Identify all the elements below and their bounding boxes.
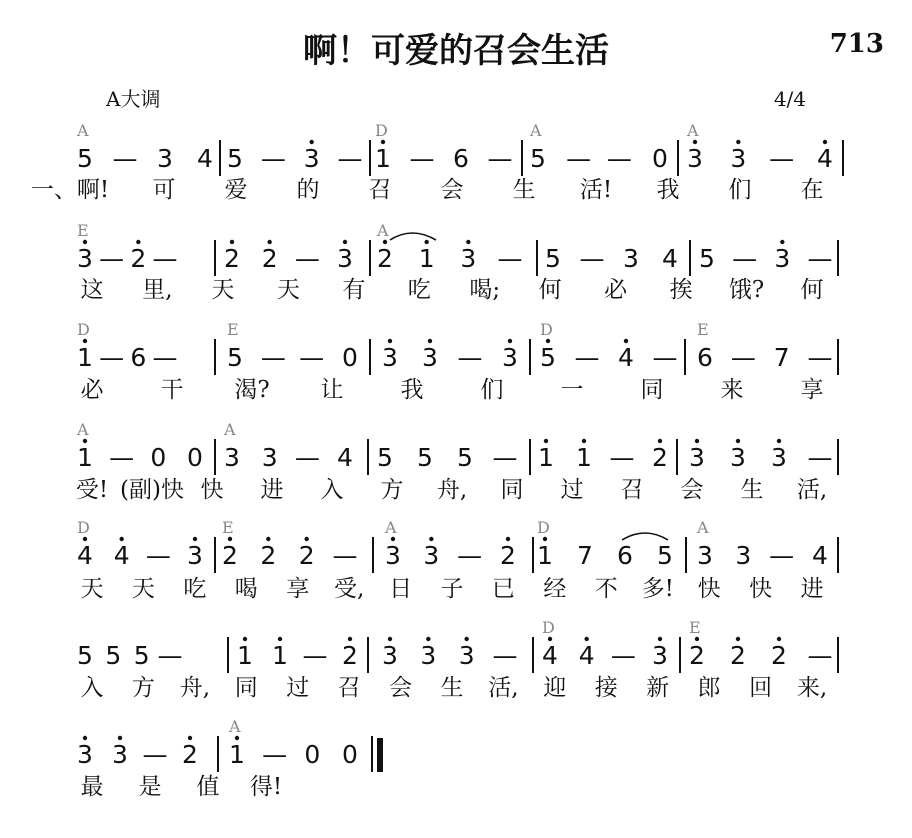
octave-dot bbox=[243, 637, 247, 641]
note-dash: — bbox=[112, 144, 138, 173]
note-dash: — bbox=[157, 641, 183, 670]
note-digit: 6 bbox=[697, 343, 713, 372]
note-digit: 2 bbox=[500, 541, 516, 570]
lyric-syllable: 值 bbox=[196, 774, 220, 800]
note-dash: — bbox=[337, 144, 363, 173]
lyric-syllable: 得! bbox=[249, 774, 283, 800]
lyric-syllable: 来 bbox=[720, 377, 744, 403]
lyric-syllable: 召 bbox=[337, 675, 361, 701]
lyric-syllable: 会 bbox=[389, 675, 413, 701]
lyric-syllable: 不 bbox=[594, 576, 618, 602]
note-dash: — bbox=[457, 541, 483, 570]
note-dash: — bbox=[652, 343, 678, 372]
note-digit: 3 bbox=[77, 244, 93, 273]
note-digit: 3 bbox=[423, 541, 440, 570]
octave-dot bbox=[428, 339, 432, 343]
hymn-number: 713 bbox=[829, 29, 884, 59]
lyric-syllable: 方 bbox=[380, 477, 404, 503]
note-digit: 1 bbox=[237, 641, 253, 670]
lyric-syllable: 喝 bbox=[234, 576, 258, 602]
chord-symbol: D bbox=[537, 518, 550, 537]
chord-symbol: A bbox=[77, 420, 89, 439]
note-dash: — bbox=[574, 343, 600, 372]
note-digit: 2 bbox=[224, 244, 240, 273]
note-digit: 5 bbox=[530, 144, 546, 173]
octave-dot bbox=[83, 439, 87, 443]
lyric-syllable: 快 bbox=[697, 576, 721, 602]
note-digit: 1 bbox=[537, 541, 553, 570]
octave-dot bbox=[83, 240, 87, 244]
note-digit: 4 bbox=[812, 541, 828, 570]
octave-dot bbox=[383, 240, 387, 244]
hymn-title: 啊！可爱的召会生活 bbox=[303, 31, 609, 71]
note-digit: 5 bbox=[699, 244, 715, 273]
chord-symbol: A bbox=[224, 420, 236, 439]
octave-dot bbox=[304, 537, 308, 541]
note-digit: 2 bbox=[130, 244, 147, 273]
chord-symbol: A bbox=[229, 717, 241, 736]
note-digit: 3 bbox=[420, 641, 437, 670]
octave-dot bbox=[658, 637, 662, 641]
lyric-syllable: 子 bbox=[440, 576, 464, 602]
note-digit: 2 bbox=[652, 443, 668, 472]
note-digit: 3 bbox=[385, 541, 401, 570]
lyric-syllable: 已 bbox=[491, 576, 515, 602]
chord-symbol: A bbox=[530, 121, 542, 140]
note-digit: 5 bbox=[105, 641, 122, 670]
octave-dot bbox=[544, 439, 548, 443]
lyric-syllable: 让 bbox=[320, 377, 344, 403]
octave-dot bbox=[693, 140, 697, 144]
note-digit: 1 bbox=[375, 144, 391, 173]
chord-symbol: A bbox=[77, 121, 89, 140]
time-signature: 4/4 bbox=[773, 87, 806, 111]
note-digit: 2 bbox=[182, 740, 198, 769]
note-digit: 3 bbox=[157, 144, 173, 173]
note-digit: 3 bbox=[224, 443, 240, 472]
note-digit: 1 bbox=[576, 443, 592, 472]
lyric-syllable: 活! bbox=[579, 177, 613, 203]
octave-dot bbox=[548, 637, 552, 641]
lyric-syllable: 迎 bbox=[543, 675, 567, 701]
note-digit: 0 bbox=[652, 144, 668, 173]
note-dash: — bbox=[579, 244, 605, 273]
octave-dot bbox=[348, 637, 352, 641]
octave-dot bbox=[230, 240, 234, 244]
note-digit: 5 bbox=[540, 343, 556, 372]
note-dash: — bbox=[610, 641, 636, 670]
octave-dot bbox=[343, 240, 347, 244]
lyric-syllable: 们 bbox=[728, 177, 752, 203]
note-digit: 3 bbox=[261, 443, 278, 472]
lyric-syllable: 是 bbox=[138, 774, 162, 800]
lyric-syllable: 召 bbox=[620, 477, 644, 503]
chord-symbol: D bbox=[540, 320, 553, 339]
octave-dot bbox=[309, 140, 313, 144]
note-dash: — bbox=[152, 244, 178, 273]
lyric-syllable: 进 bbox=[800, 576, 824, 602]
octave-dot bbox=[228, 537, 232, 541]
note-digit: 3 bbox=[77, 740, 93, 769]
lyric-syllable: 过 bbox=[286, 675, 310, 701]
lyric-syllable: 一 bbox=[560, 377, 584, 403]
note-digit: 7 bbox=[773, 343, 790, 372]
note-digit: 2 bbox=[261, 244, 278, 273]
key-signature: A大调 bbox=[106, 87, 161, 111]
chord-symbol: A bbox=[697, 518, 709, 537]
note-digit: 3 bbox=[687, 144, 703, 173]
octave-dot bbox=[695, 637, 699, 641]
note-digit: 4 bbox=[662, 244, 678, 273]
note-digit: 3 bbox=[112, 740, 128, 769]
note-dash: — bbox=[769, 541, 795, 570]
lyric-syllable: 同 bbox=[500, 477, 524, 503]
lyric-syllable: 会 bbox=[680, 477, 704, 503]
note-digit: 7 bbox=[577, 541, 593, 570]
lyric-syllable: 天 bbox=[80, 576, 104, 602]
note-digit: 6 bbox=[130, 343, 147, 372]
octave-dot bbox=[624, 339, 628, 343]
note-digit: 3 bbox=[730, 443, 746, 472]
lyric-syllable: 生 bbox=[512, 177, 536, 203]
note-dash: — bbox=[497, 244, 523, 273]
note-digit: 0 bbox=[304, 740, 321, 769]
note-digit: 5 bbox=[545, 244, 561, 273]
lyric-syllable: 最 bbox=[80, 774, 104, 800]
lyric-syllable: 郎 bbox=[697, 675, 721, 701]
lyric-syllable: 干 bbox=[160, 377, 184, 403]
octave-dot bbox=[584, 637, 588, 641]
lyric-syllable: 日 bbox=[389, 576, 413, 602]
note-dash: — bbox=[457, 343, 483, 372]
lyric-syllable: 吃 bbox=[183, 576, 207, 602]
octave-dot bbox=[543, 537, 547, 541]
lyric-syllable: 快 bbox=[749, 576, 773, 602]
chord-symbol: D bbox=[77, 518, 90, 537]
chord-symbol: A bbox=[377, 221, 389, 240]
octave-dot bbox=[429, 537, 433, 541]
note-digit: 5 bbox=[417, 443, 433, 472]
lyric-syllable: 入 bbox=[320, 477, 344, 503]
lyric-syllable: 同 bbox=[234, 675, 258, 701]
note-digit: 0 bbox=[150, 443, 167, 472]
octave-dot bbox=[83, 537, 87, 541]
lyric-syllable: 活, bbox=[488, 675, 519, 701]
octave-dot bbox=[267, 240, 271, 244]
note-digit: 3 bbox=[771, 443, 787, 472]
note-digit: 0 bbox=[342, 740, 358, 769]
octave-dot bbox=[736, 140, 740, 144]
note-dash: — bbox=[145, 541, 171, 570]
lyric-syllable: 的 bbox=[296, 177, 320, 203]
slur bbox=[390, 233, 436, 240]
note-digit: 4 bbox=[618, 343, 634, 372]
note-digit: 4 bbox=[77, 541, 93, 570]
octave-dot bbox=[424, 240, 428, 244]
note-digit: 5 bbox=[227, 144, 243, 173]
octave-dot bbox=[780, 240, 784, 244]
note-dash: — bbox=[730, 343, 756, 372]
note-dash: — bbox=[99, 244, 125, 273]
note-digit: 3 bbox=[623, 244, 639, 273]
lyric-syllable: 爱 bbox=[224, 177, 248, 203]
note-digit: 5 bbox=[657, 541, 673, 570]
note-digit: 4 bbox=[113, 541, 130, 570]
note-digit: 1 bbox=[418, 244, 435, 273]
note-dash: — bbox=[487, 144, 513, 173]
lyric-syllable: 进 bbox=[260, 477, 284, 503]
octave-dot bbox=[777, 637, 781, 641]
note-dash: — bbox=[152, 343, 178, 372]
score-body bbox=[31, 121, 843, 800]
chord-symbol: E bbox=[222, 518, 234, 537]
octave-dot bbox=[388, 339, 392, 343]
octave-dot bbox=[193, 537, 197, 541]
octave-dot bbox=[546, 339, 550, 343]
note-dash: — bbox=[142, 740, 168, 769]
note-dash: — bbox=[732, 244, 758, 273]
note-digit: 3 bbox=[460, 244, 477, 273]
octave-dot bbox=[119, 537, 123, 541]
note-digit: 2 bbox=[771, 641, 787, 670]
chord-symbol: E bbox=[227, 320, 239, 339]
note-digit: 4 bbox=[337, 443, 353, 472]
chord-symbol: A bbox=[385, 518, 397, 537]
octave-dot bbox=[695, 439, 699, 443]
lyric-syllable: 有 bbox=[342, 277, 366, 303]
note-dash: — bbox=[566, 144, 592, 173]
chord-symbol: E bbox=[77, 221, 89, 240]
note-digit: 1 bbox=[77, 443, 93, 472]
octave-dot bbox=[391, 537, 395, 541]
note-digit: 3 bbox=[774, 244, 791, 273]
note-dash: — bbox=[260, 144, 286, 173]
note-digit: 1 bbox=[272, 641, 288, 670]
octave-dot bbox=[508, 339, 512, 343]
lyric-syllable: 必 bbox=[80, 377, 104, 403]
lyric-syllable: 我 bbox=[656, 177, 680, 203]
lyric-syllable: (副)快 bbox=[120, 477, 184, 503]
note-dash: — bbox=[492, 443, 518, 472]
lyric-syllable: 喝; bbox=[469, 277, 501, 303]
lyric-syllable: 天 bbox=[211, 277, 235, 303]
lyric-syllable: 快 bbox=[200, 477, 224, 503]
note-digit: 2 bbox=[689, 641, 705, 670]
note-digit: 3 bbox=[502, 343, 518, 372]
note-dash: — bbox=[294, 443, 320, 472]
note-digit: 3 bbox=[187, 541, 203, 570]
lyric-syllable: 必 bbox=[604, 277, 628, 303]
note-dash: — bbox=[260, 343, 286, 372]
lyric-syllable: 我 bbox=[400, 377, 424, 403]
note-dash: — bbox=[807, 641, 833, 670]
lyric-syllable: 天 bbox=[131, 576, 155, 602]
note-digit: 5 bbox=[77, 641, 93, 670]
lyric-syllable: 在 bbox=[800, 177, 824, 203]
note-digit: 3 bbox=[730, 144, 747, 173]
lyric-syllable: 活, bbox=[796, 477, 828, 503]
note-dash: — bbox=[109, 443, 135, 472]
chord-symbol: E bbox=[689, 618, 701, 637]
lyric-syllable: 受! bbox=[75, 477, 109, 503]
note-digit: 5 bbox=[133, 641, 150, 670]
note-digit: 2 bbox=[222, 541, 238, 570]
octave-dot bbox=[136, 240, 140, 244]
note-digit: 1 bbox=[77, 343, 93, 372]
note-digit: 6 bbox=[617, 541, 633, 570]
lyric-syllable: 入 bbox=[80, 675, 104, 701]
lyric-syllable: 挨 bbox=[669, 277, 693, 303]
note-digit: 3 bbox=[458, 641, 475, 670]
lyric-syllable: 生 bbox=[440, 675, 464, 701]
lyric-syllable: 们 bbox=[480, 377, 504, 403]
note-digit: 2 bbox=[260, 541, 277, 570]
note-digit: 4 bbox=[817, 144, 833, 173]
note-digit: 2 bbox=[298, 541, 315, 570]
lyric-syllable: 新 bbox=[646, 675, 670, 701]
lyric-syllable: 何 bbox=[800, 277, 824, 303]
note-dash: — bbox=[294, 244, 320, 273]
lyric-syllable: 可 bbox=[152, 177, 176, 203]
octave-dot bbox=[464, 637, 468, 641]
note-digit: 2 bbox=[730, 641, 746, 670]
lyric-syllable: 生 bbox=[740, 477, 764, 503]
chord-symbol: A bbox=[687, 121, 699, 140]
note-digit: 2 bbox=[342, 641, 358, 670]
lyric-syllable: 方 bbox=[131, 675, 155, 701]
octave-dot bbox=[426, 637, 430, 641]
lyric-syllable: 来, bbox=[796, 675, 828, 701]
lyric-syllable: 同 bbox=[640, 377, 664, 403]
note-dash: — bbox=[262, 740, 288, 769]
lyric-syllable: 一、啊! bbox=[30, 177, 110, 203]
lyric-syllable: 享 bbox=[800, 377, 824, 403]
note-dash: — bbox=[807, 244, 833, 273]
octave-dot bbox=[736, 439, 740, 443]
lyric-syllable: 饿? bbox=[728, 277, 765, 303]
note-digit: 3 bbox=[382, 641, 398, 670]
note-dash: — bbox=[807, 443, 833, 472]
octave-dot bbox=[466, 240, 470, 244]
chord-symbol: D bbox=[542, 618, 555, 637]
final-bar-thick bbox=[377, 738, 383, 772]
octave-dot bbox=[188, 736, 192, 740]
note-digit: 5 bbox=[77, 144, 93, 173]
note-dash: — bbox=[609, 443, 635, 472]
note-dash: — bbox=[332, 541, 358, 570]
lyric-syllable: 过 bbox=[560, 477, 584, 503]
octave-dot bbox=[235, 736, 239, 740]
octave-dot bbox=[736, 637, 740, 641]
lyric-syllable: 召 bbox=[368, 177, 392, 203]
lyric-syllable: 多! bbox=[641, 576, 674, 602]
lyric-syllable: 回 bbox=[749, 675, 773, 701]
lyric-syllable: 舟, bbox=[179, 675, 211, 701]
note-digit: 4 bbox=[578, 641, 595, 670]
lyric-syllable: 渴? bbox=[234, 377, 270, 403]
note-digit: 5 bbox=[227, 343, 243, 372]
note-digit: 5 bbox=[457, 443, 473, 472]
note-digit: 0 bbox=[187, 443, 203, 472]
note-digit: 3 bbox=[735, 541, 752, 570]
octave-dot bbox=[658, 439, 662, 443]
lyric-syllable: 会 bbox=[440, 177, 464, 203]
note-digit: 3 bbox=[652, 641, 668, 670]
lyric-syllable: 享 bbox=[286, 576, 310, 602]
lyric-syllable: 吃 bbox=[407, 277, 431, 303]
note-dash: — bbox=[606, 144, 632, 173]
octave-dot bbox=[266, 537, 270, 541]
note-dash: — bbox=[807, 343, 833, 372]
octave-dot bbox=[278, 637, 282, 641]
chord-symbol: E bbox=[697, 320, 709, 339]
lyric-syllable: 接 bbox=[594, 675, 618, 701]
octave-dot bbox=[388, 637, 392, 641]
note-digit: 2 bbox=[377, 244, 393, 273]
octave-dot bbox=[118, 736, 122, 740]
lyric-syllable: 何 bbox=[538, 277, 562, 303]
octave-dot bbox=[823, 140, 827, 144]
note-digit: 5 bbox=[377, 443, 393, 472]
lyric-syllable: 经 bbox=[543, 576, 567, 602]
octave-dot bbox=[381, 140, 385, 144]
lyric-syllable: 天 bbox=[276, 277, 300, 303]
note-dash: — bbox=[409, 144, 435, 173]
note-digit: 3 bbox=[422, 343, 438, 372]
lyric-syllable: 舟, bbox=[436, 477, 468, 503]
note-digit: 3 bbox=[697, 541, 713, 570]
note-dash: — bbox=[99, 343, 125, 372]
note-digit: 3 bbox=[689, 443, 705, 472]
note-digit: 1 bbox=[229, 740, 245, 769]
note-digit: 3 bbox=[382, 343, 398, 372]
octave-dot bbox=[777, 439, 781, 443]
octave-dot bbox=[506, 537, 510, 541]
lyric-syllable: 这 bbox=[80, 277, 104, 303]
lyric-syllable: 受, bbox=[333, 576, 365, 602]
slur bbox=[622, 533, 668, 540]
note-digit: 3 bbox=[337, 244, 353, 273]
note-dash: — bbox=[769, 144, 795, 173]
note-dash: — bbox=[299, 343, 325, 372]
note-dash: — bbox=[302, 641, 328, 670]
octave-dot bbox=[83, 736, 87, 740]
octave-dot bbox=[582, 439, 586, 443]
chord-symbol: D bbox=[375, 121, 388, 140]
note-dash: — bbox=[492, 641, 518, 670]
note-digit: 3 bbox=[303, 144, 320, 173]
note-digit: 1 bbox=[538, 443, 554, 472]
note-digit: 4 bbox=[197, 144, 213, 173]
octave-dot bbox=[83, 339, 87, 343]
lyric-syllable: 里, bbox=[142, 277, 173, 303]
note-digit: 0 bbox=[342, 343, 358, 372]
note-digit: 6 bbox=[453, 144, 469, 173]
chord-symbol: D bbox=[77, 320, 90, 339]
note-digit: 4 bbox=[542, 641, 558, 670]
